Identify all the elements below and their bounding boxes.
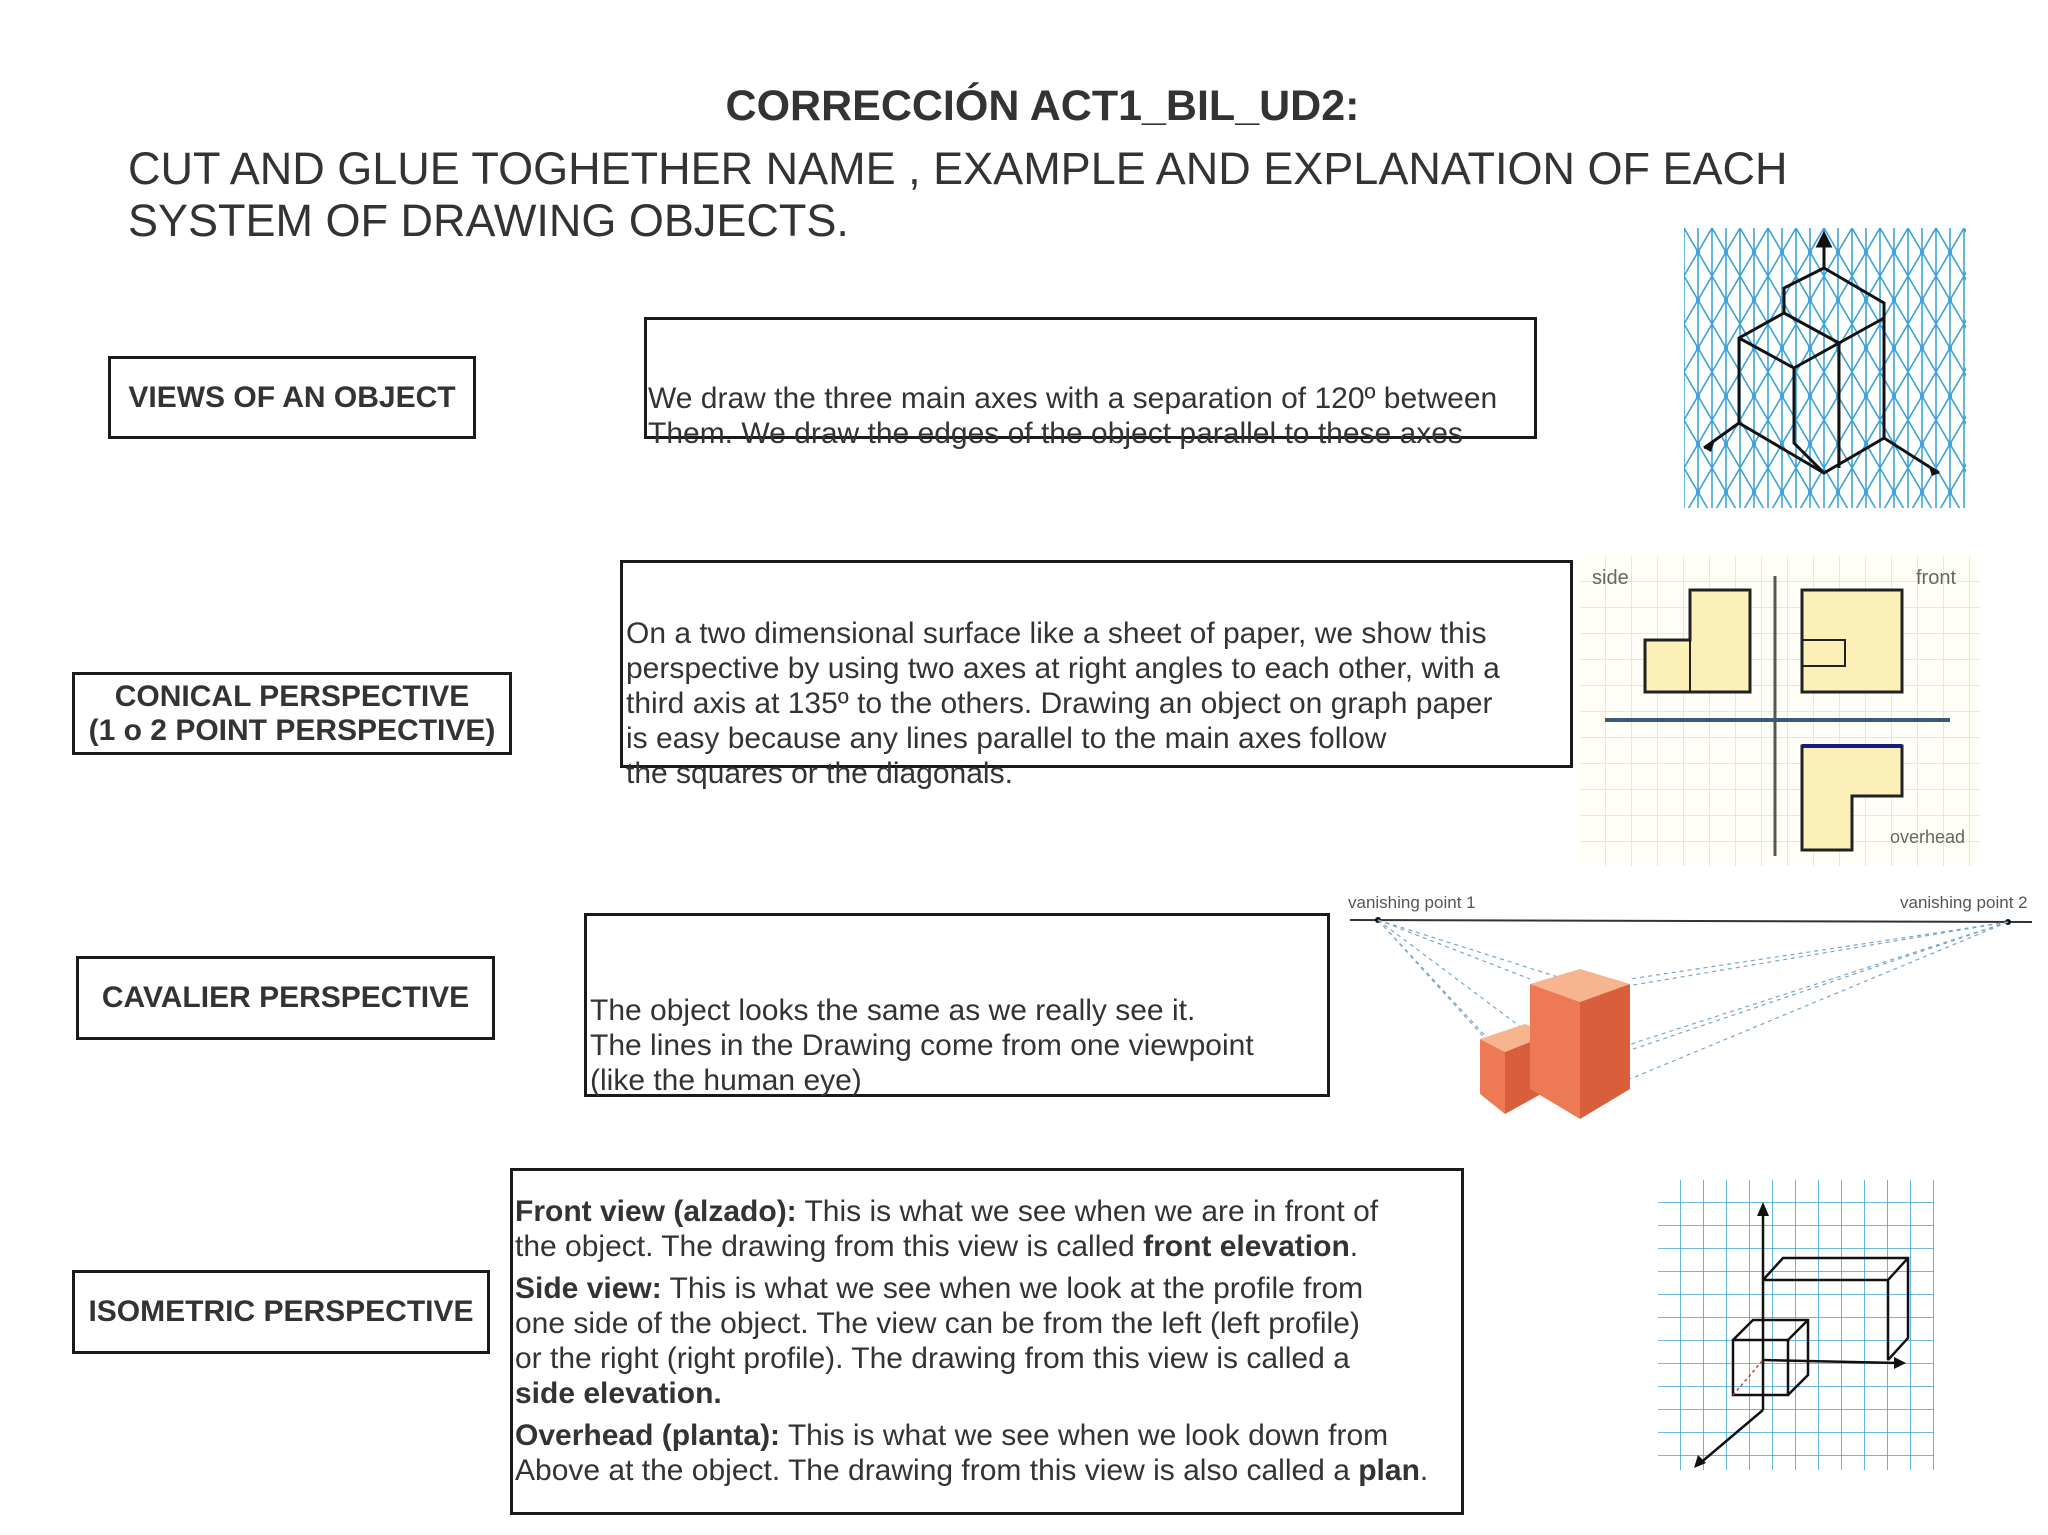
view-label-front: front (1916, 567, 1957, 589)
label-views-text: VIEWS OF AN OBJECT (128, 380, 456, 414)
label-isometric-perspective[interactable] (72, 1270, 490, 1354)
description-axes-120[interactable] (644, 317, 1537, 450)
description-conical[interactable] (584, 913, 1330, 1097)
page-subtitle: CUT AND GLUE TOGHETHER NAME , EXAMPLE AND EXPLANATION OF EACH SYSTEM OF DRAWING OBJECTS. (128, 143, 1788, 246)
vanishing-point-1-label: vanishing point 1 (1348, 893, 1476, 912)
description-conical-text: The object looks the same as we really see it. The lines in the Drawing come from one viewpoint (like the human eye) (590, 994, 1254, 1097)
isometric-grid-image (1684, 228, 1966, 508)
view-label-side: side (1592, 567, 1629, 589)
vanishing-point-2-label: vanishing point 2 (1900, 893, 2028, 912)
overhead-text: This is what we see when we look down from Above at the object. The drawing from this view is also called a (515, 1419, 1389, 1487)
label-isometric-text: ISOMETRIC PERSPECTIVE (88, 1295, 474, 1328)
description-cavalier[interactable] (620, 560, 1573, 790)
description-cavalier-text: On a two dimensional surface like a sheet of paper, we show this perspective by using two axes at right angles to each other, with a third axis at 135º to the others. Drawing an object on graph paper is easy because any lines parallel to the main axes follow the squares or the diagonals. (626, 617, 1500, 790)
side-view-heading: Side view: (515, 1272, 662, 1305)
overhead-heading: Overhead (planta): (515, 1419, 781, 1452)
two-point-perspective-image (1340, 884, 2040, 1134)
side-view-paragraph (515, 1271, 1461, 1411)
front-elevation-term: front elevation (1143, 1230, 1350, 1263)
label-conical-text-2: (1 o 2 POINT PERSPECTIVE) (88, 713, 496, 747)
side-view-text: This is what we see when we look at the profile from one side of the object. The view can be from the left (left profile) or the right (right profile). The drawing from this view is called a (515, 1272, 1364, 1375)
page-title: CORRECCIÓN ACT1_BIL_UD2: (725, 82, 1360, 130)
label-conical-perspective[interactable] (72, 672, 512, 755)
overhead-paragraph (515, 1418, 1461, 1488)
description-axes-120-text: We draw the three main axes with a separation of 120º between Them. We draw the edges of the object parallel to these axes (648, 382, 1498, 450)
front-view-heading: Front view (alzado): (515, 1195, 797, 1228)
label-views-of-an-object[interactable] (108, 356, 476, 439)
plan-term: plan (1358, 1454, 1420, 1487)
orthographic-views-image (1580, 556, 1980, 866)
front-view-paragraph (515, 1194, 1461, 1264)
label-conical-text-1: CONICAL PERSPECTIVE (114, 679, 470, 713)
label-cavalier-text: CAVALIER PERSPECTIVE (101, 981, 470, 1014)
overhead-end: . (1419, 1454, 1429, 1487)
side-elevation-term: side elevation. (515, 1377, 722, 1410)
label-cavalier-perspective[interactable] (76, 956, 495, 1040)
description-views[interactable] (510, 1168, 1464, 1515)
front-view-end: . (1349, 1230, 1359, 1263)
view-label-overhead: overhead (1890, 827, 1966, 847)
front-view-text: This is what we see when we are in front of the object. The drawing from this view is called (515, 1195, 1379, 1263)
cavalier-grid-image (1658, 1180, 1934, 1470)
